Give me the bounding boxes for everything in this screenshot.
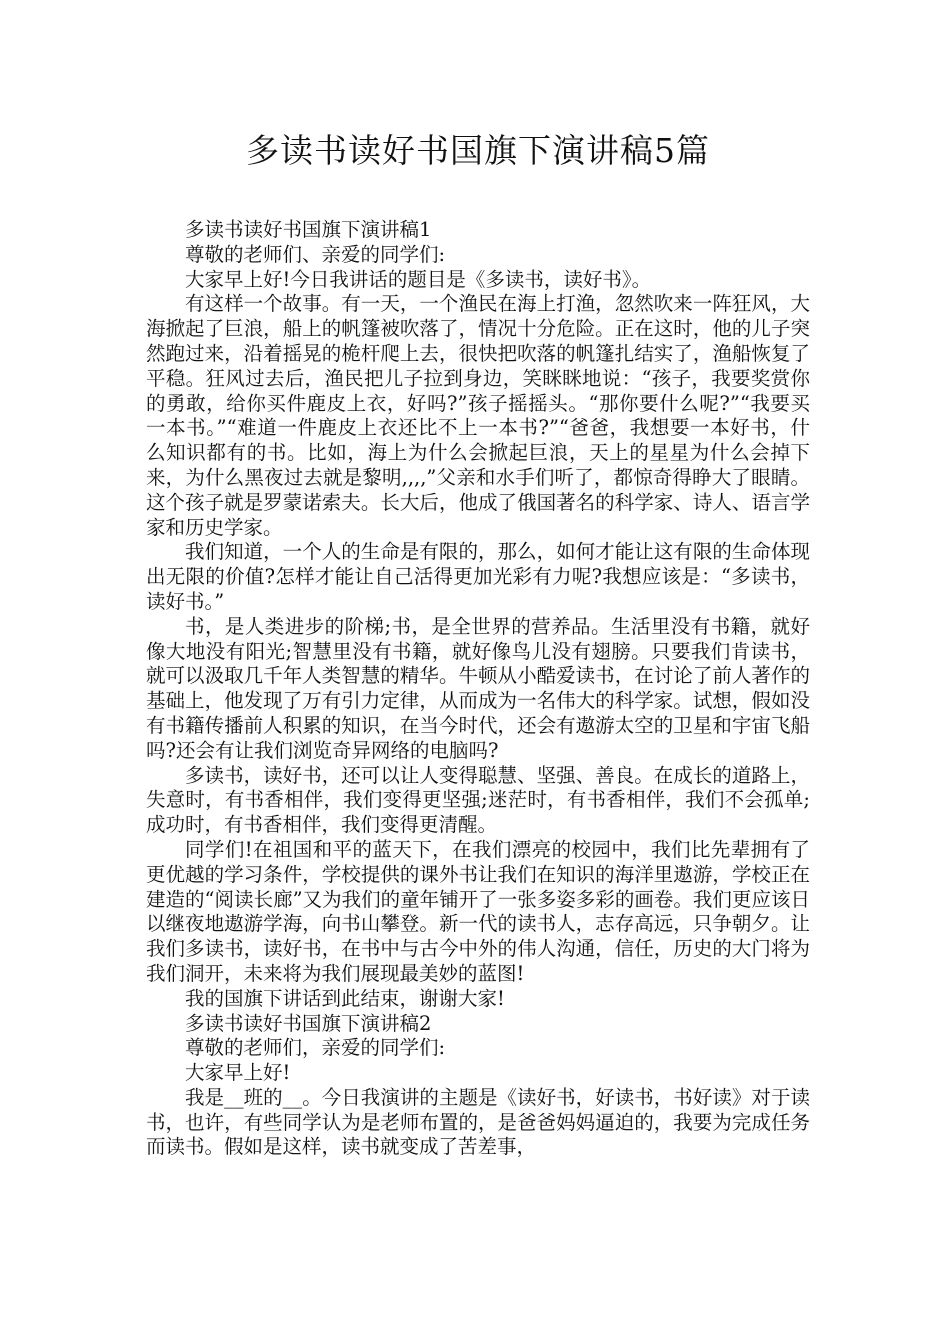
salutation: 尊敬的老师们，亲爱的同学们: xyxy=(185,1036,446,1060)
body-paragraph: 我们知道，一个人的生命是有限的，那么，如何才能让这有限的生命体现出无限的价值?怎样才能让自己活得更加光彩有力呢?我想应该是：“多读书，读好书。” xyxy=(146,540,810,613)
document-body xyxy=(146,218,810,1160)
salutation: 尊敬的老师们、亲爱的同学们: xyxy=(185,242,446,266)
greeting: 大家早上好! xyxy=(185,1061,291,1085)
section-heading: 多读书读好书国旗下演讲稿1 xyxy=(185,218,432,241)
body-paragraph: 同学们!在祖国和平的蓝天下，在我们漂亮的校园中，我们比先辈拥有了更优越的学习条件，学校提供的课外书让我们在知识的海洋里遨游，学校正在建造的“阅读长廊”又为我们的童年铺开了一张多姿多彩的画卷。我们更应该日以继夜地遨游学海，向书山攀登。新一代的读书人，志存高远，只争朝夕。让我们多读书，读好书，在书中与古今中外的伟人沟通，信任，历史的大门将为我们洞开，未来将为我们展现最美妙的蓝图! xyxy=(146,837,810,985)
body-paragraph: 多读书，读好书，还可以让人变得聪慧、坚强、善良。在成长的道路上，失意时，有书香相伴，我们变得更坚强;迷茫时，有书香相伴，我们不会孤单;成功时，有书香相伴，我们变得更清醒。 xyxy=(146,763,810,837)
document-title: 多读书读好书国旗下演讲稿5篇 xyxy=(246,131,710,170)
closing-line: 我的国旗下讲话到此结束，谢谢大家! xyxy=(185,986,505,1010)
body-paragraph: 书，是人类进步的阶梯;书，是全世界的营养品。生活里没有书籍，就好像大地没有阳光;智慧里没有书籍，就好像鸟儿没有翅膀。只要我们肯读书，就可以汲取几千年人类智慧的精华。牛顿从小酷爱读书，在讨论了前人著作的基础上，他发现了万有引力定律，从而成为一名伟大的科学家。试想，假如没有书籍传播前人积累的知识，在当今时代，还会有遨游太空的卫星和宇宙飞船吗?还会有让我们浏览奇异网络的电脑吗? xyxy=(146,614,810,762)
greeting: 大家早上好!今日我讲话的题目是《多读书，读好书》。 xyxy=(185,267,652,291)
section-heading: 多读书读好书国旗下演讲稿2 xyxy=(185,1011,432,1035)
body-paragraph: 我是__班的__。今日我演讲的主题是《读好书，好读书，书好读》对于读书，也许，有些同学认为是老师布置的，是爸爸妈妈逼迫的，我要为完成任务而读书。假如是这样，读书就变成了苦差事， xyxy=(146,1085,810,1159)
body-paragraph: 有这样一个故事。有一天，一个渔民在海上打渔，忽然吹来一阵狂风，大海掀起了巨浪，船上的帆篷被吹落了，情况十分危险。正在这时，他的儿子突然跑过来，沿着摇晃的桅杆爬上去，很快把吹落的帆篷扎结实了，渔船恢复了平稳。狂风过去后，渔民把儿子拉到身边，笑眯眯地说：“孩子，我要奖赏你的勇敢，给你买件鹿皮上衣，好吗?”孩子摇摇头。“那你要什么呢?”“我要买一本书。”“难道一件鹿皮上衣还比不上一本书?”“爸爸，我想要一本好书，什么知识都有的书。比如，海上为什么会掀起巨浪，天上的星星为什么会掉下来，为什么黑夜过去就是黎明,,,,”父亲和水手们听了，都惊奇得睁大了眼睛。这个孩子就是罗蒙诺索夫。长大后，他成了俄国著名的科学家、诗人、语言学家和历史学家。 xyxy=(146,292,810,539)
